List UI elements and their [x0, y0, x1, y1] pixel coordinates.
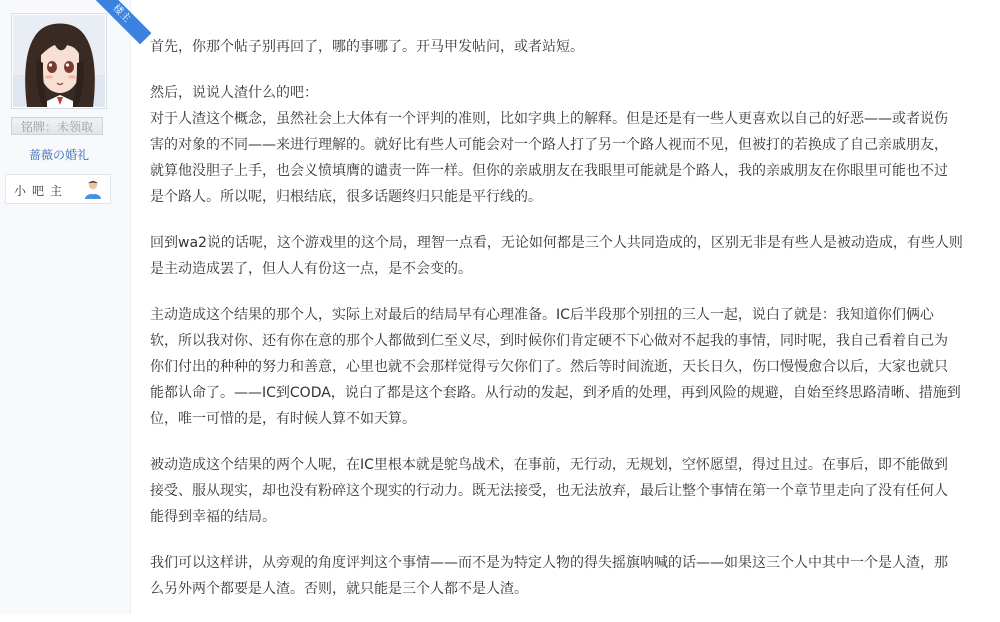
post-paragraph	[150, 550, 992, 602]
post-text-line: 位，唯一可惜的是，有时候人算不如天算。	[150, 411, 416, 427]
post-text-line: 被动造成这个结果的两个人呢，在IC里根本就是鸵鸟战术，在事前，无行动，无规划，空怀愿望，得过且过。在事后，即不能做到	[150, 457, 948, 473]
author-username[interactable]: 蔷薇の婚礼	[28, 148, 89, 162]
post-text-line: 能都认命了。——IC到CODA，说白了都是这个套路。从行动的发起，到矛盾的处理，再到风险的规避，自始至终思路清晰、措施到	[150, 385, 961, 401]
post-text-line: 是个路人。所以呢，归根结底，很多话题终归只能是平行线的。	[150, 189, 542, 205]
post-text-line: 回到wa2说的话呢，这个游戏里的这个局，理智一点看，无论如何都是三个人共同造成的，区别无非是有些人是被动造成，有些人则	[150, 235, 963, 251]
post-paragraph	[150, 80, 992, 210]
role-badge	[5, 174, 111, 204]
author-sidebar	[0, 0, 131, 614]
post-text-line: 对于人渣这个概念，虽然社会上大体有一个评判的准则，比如字典上的解释。但是还是有一些人更喜欢以自己的好恶——或者说伤	[150, 111, 948, 127]
post-text-line: 你们付出的种种的努力和善意，心里也就不会那样觉得亏欠你们了。然后等时间流逝，天长日久，伤口慢慢愈合以后，大家也就只	[150, 359, 948, 375]
post-text-line: 是主动造成罢了，但人人有份这一点，是不会变的。	[150, 261, 472, 277]
post-paragraph	[150, 302, 992, 432]
op-ribbon-label: 楼主	[91, 0, 152, 44]
post-paragraph	[150, 452, 992, 530]
nameplate-badge[interactable]: 铭牌：未领取	[11, 117, 103, 135]
post-text-line: 首先，你那个帖子别再回了，哪的事哪了。开马甲发帖问，或者站短。	[150, 39, 584, 55]
role-label: 小吧主	[14, 184, 69, 198]
user-icon	[82, 178, 104, 200]
post-text-line: 么另外两个都要是人渣。否则，就只能是三个人都不是人渣。	[150, 581, 528, 597]
post-text-line: 就算他没胆子上手，也会义愤填膺的谴责一阵一样。但你的亲戚朋友在我眼里可能就是个路人，我的亲戚朋友在你眼里可能也不过	[150, 163, 948, 179]
post-text-line: 接受、服从现实，却也没有粉碎这个现实的行动力。既无法接受，也无法放弃，最后让整个事情在第一个章节里走向了没有任何人	[150, 483, 948, 499]
post-text-line: 我们可以这样讲，从旁观的角度评判这个事情——而不是为特定人物的得失摇旗呐喊的话——如果这三个人中其中一个是人渣，那	[150, 555, 948, 571]
post-body	[150, 34, 992, 622]
post-paragraph	[150, 230, 992, 282]
post-text-line: 主动造成这个结果的那个人，实际上对最后的结局早有心理准备。IC后半段那个别扭的三人一起，说白了就是：我知道你们俩心	[150, 307, 934, 323]
post-text-line: 能得到幸福的结局。	[150, 509, 276, 525]
post-paragraph	[150, 34, 992, 60]
post-text-line: 然后，说说人渣什么的吧：	[150, 85, 318, 101]
op-ribbon	[82, 0, 133, 48]
post-text-line: 软，所以我对你、还有你在意的那个人都做到仁至义尽，到时候你们肯定硬不下心做对不起我的事情，同时呢，我自己看着自己为	[150, 333, 948, 349]
post-text-line: 害的对象的不同——来进行理解的。就好比有些人可能会对一个路人打了另一个路人视而不见，但被打的若换成了自己亲戚朋友，	[150, 137, 948, 153]
